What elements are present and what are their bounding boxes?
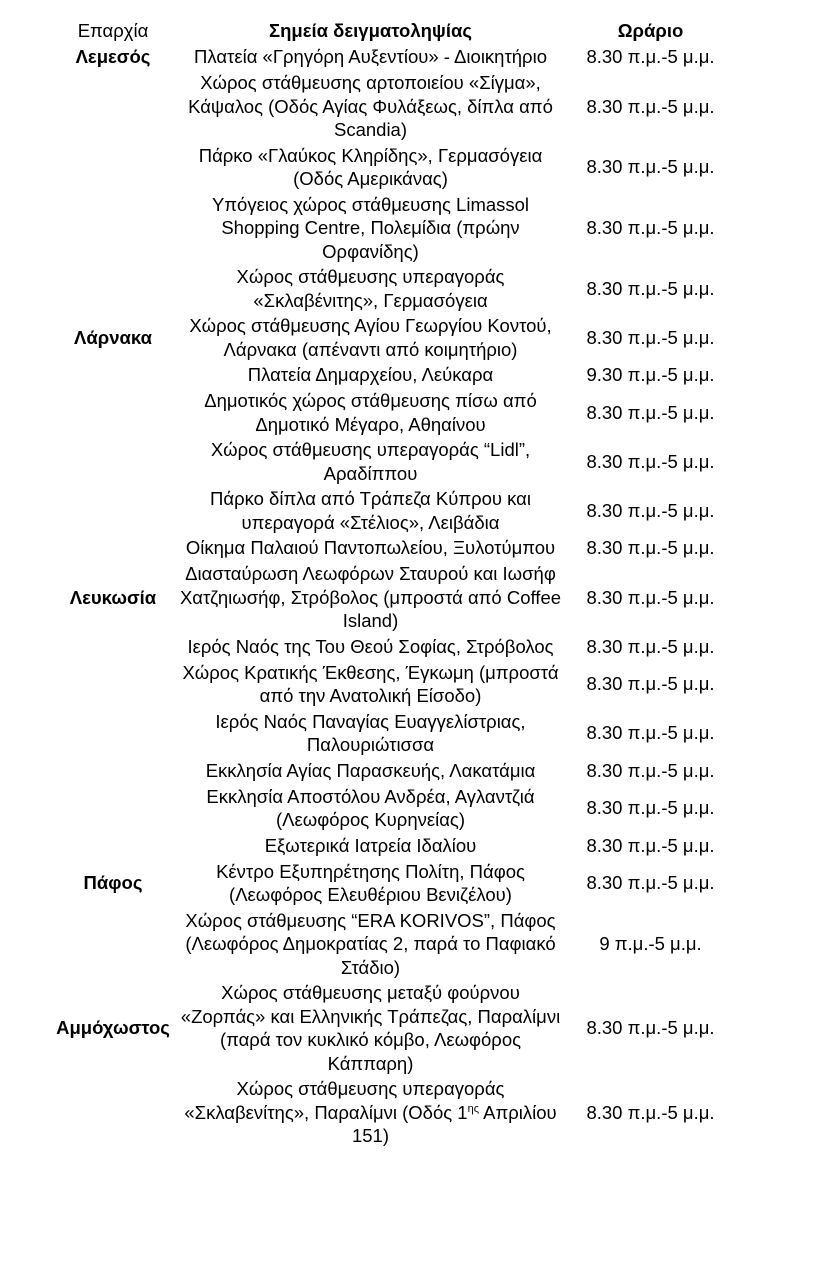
- row-hours: 8.30 π.μ.-5 μ.μ.: [586, 722, 715, 744]
- row-location: Χώρος Κρατικής Έκθεσης, Έγκωμη (μπροστά από την Ανατολική Είσοδο): [182, 661, 559, 706]
- row-location: Χώρος στάθμευσης μεταξύ φούρνου «Ζορπάς» και Ελληνικής Τράπεζας, Παραλίμνι (παρά τον κυκλικό κόμβο, Λεωφόρος Κάππαρη): [180, 982, 561, 1074]
- table-row: [48, 143, 738, 192]
- row-location: Χώρος στάθμευσης αρτοποιείου «Σίγμα», Κάψαλος (Οδός Αγίας Φυλάξεως, δίπλα από Scandia): [188, 72, 553, 140]
- table-row: [48, 437, 738, 486]
- row-hours: 8.30 π.μ.-5 μ.μ.: [586, 1017, 715, 1039]
- row-location: Εκκλησία Αγίας Παρασκευής, Λακατάμια: [205, 759, 536, 781]
- row-hours: 8.30 π.μ.-5 μ.μ.: [586, 156, 715, 178]
- row-location: Πλατεία «Γρηγόρη Αυξεντίου» - Διοικητήριο: [194, 46, 547, 68]
- table-row: [48, 660, 738, 709]
- table-row: [48, 709, 738, 758]
- row-hours: 8.30 π.μ.-5 μ.μ.: [586, 217, 715, 238]
- table-row: [48, 758, 738, 784]
- row-hours: 8.30 π.μ.-5 μ.μ.: [586, 872, 715, 894]
- table-row: [48, 192, 738, 265]
- table-row: [48, 535, 738, 561]
- row-hours: 8.30 π.μ.-5 μ.μ.: [586, 46, 715, 68]
- header-hours: Ωράριο: [617, 20, 684, 42]
- table-row: [48, 313, 738, 362]
- table-row: [48, 1076, 738, 1149]
- row-region: Λεμεσός: [75, 46, 151, 68]
- table-row: [48, 264, 738, 313]
- row-hours: 8.30 π.μ.-5 μ.μ.: [586, 95, 715, 117]
- row-location: Ιερός Ναός της Του Θεού Σοφίας, Στρόβολος: [187, 635, 554, 657]
- row-hours: 8.30 π.μ.-5 μ.μ.: [586, 759, 715, 781]
- header-location: Σημεία δειγματοληψίας: [269, 20, 472, 42]
- sampling-points-table: [48, 18, 738, 1149]
- row-hours: 8.30 π.μ.-5 μ.μ.: [586, 586, 715, 608]
- table-row: [48, 362, 738, 388]
- row-hours: 8.30 π.μ.-5 μ.μ.: [586, 673, 715, 695]
- table-row: [48, 634, 738, 660]
- row-location: Οίκημα Παλαιού Παντοπωλείου, Ξυλοτύμπου: [185, 537, 556, 559]
- table-row: [48, 908, 738, 981]
- table-row: [48, 44, 738, 70]
- row-hours: 8.30 π.μ.-5 μ.μ.: [586, 401, 715, 423]
- row-location: Υπόγειος χώρος στάθμευσης Limassol Shopping Centre, Πολεμίδια (πρώην Ορφανίδης): [211, 193, 530, 262]
- table-row: [48, 486, 738, 535]
- table-row: [48, 388, 738, 437]
- row-location: Πάρκο «Γλαύκος Κληρίδης», Γερμασόγεια (Οδός Αμερικάνας): [198, 144, 543, 189]
- row-location: Ιερός Ναός Παναγίας Ευαγγελίστριας, Παλουριώτισσα: [215, 710, 526, 755]
- row-location: Χώρος στάθμευσης υπεραγοράς “Lidl”, Αραδίππου: [210, 439, 531, 484]
- row-hours: 8.30 π.μ.-5 μ.μ.: [586, 635, 715, 657]
- row-location: Χώρος στάθμευσης υπεραγοράς «Σκλαβένιτης», Γερμασόγεια: [236, 266, 505, 311]
- row-hours: 9 π.μ.-5 μ.μ.: [599, 933, 702, 954]
- row-location: Εξωτερικά Ιατρεία Ιδαλίου: [264, 834, 477, 856]
- table-row: [48, 980, 738, 1076]
- row-location: Διασταύρωση Λεωφόρων Σταυρού και Ιωσήφ Χατζηιωσήφ, Στρόβολος (μπροστά από Coffee Island): [179, 563, 562, 631]
- row-region: Λάρνακα: [74, 326, 152, 348]
- table-row: [48, 70, 738, 143]
- row-hours: 8.30 π.μ.-5 μ.μ.: [586, 1101, 715, 1123]
- row-hours: 8.30 π.μ.-5 μ.μ.: [586, 797, 715, 819]
- row-location: Χώρος στάθμευσης “ERA KORIVOS”, Πάφος (Λεωφόρος Δημοκρατίας 2, παρά το Παφιακό Στάδιο): [185, 909, 556, 978]
- row-hours: 8.30 π.μ.-5 μ.μ.: [586, 450, 715, 472]
- table-header: [48, 18, 738, 44]
- header-region: Επαρχία: [77, 20, 149, 42]
- row-hours: 8.30 π.μ.-5 μ.μ.: [586, 499, 715, 521]
- table-row: [48, 561, 738, 634]
- row-region: Πάφος: [83, 872, 143, 894]
- row-hours: 8.30 π.μ.-5 μ.μ.: [586, 326, 715, 348]
- row-hours: 9.30 π.μ.-5 μ.μ.: [586, 364, 715, 386]
- table-row: [48, 833, 738, 859]
- row-location: Χώρος στάθμευσης Αγίου Γεωργίου Κοντού, Λάρνακα (απέναντι από κοιμητήριο): [189, 315, 552, 360]
- row-region: Λευκωσία: [69, 586, 157, 608]
- row-location: Χώρος στάθμευσης υπεραγοράς «Σκλαβενίτης», Παραλίμνι (Οδός $1^{\eta\varsigma}$ Απριλίου 151): [184, 1078, 557, 1146]
- row-hours: 8.30 π.μ.-5 μ.μ.: [586, 537, 715, 559]
- row-region: Αμμόχωστος: [56, 1017, 170, 1039]
- row-hours: 8.30 π.μ.-5 μ.μ.: [586, 834, 715, 856]
- row-location: Δημοτικός χώρος στάθμευσης πίσω από Δημοτικό Μέγαρο, Αθηαίνου: [204, 390, 537, 435]
- table-row: [48, 859, 738, 908]
- table-body: [48, 44, 738, 1076]
- row-location: Εκκλησία Αποστόλου Ανδρέα, Αγλαντζιά (Λεωφόρος Κυρηνείας): [206, 785, 535, 830]
- row-location: Πλατεία Δημαρχείου, Λεύκαρα: [247, 364, 494, 386]
- row-hours: 8.30 π.μ.-5 μ.μ.: [586, 277, 715, 299]
- row-location: Πάρκο δίπλα από Τράπεζα Κύπρου και υπεραγορά «Στέλιος», Λειβάδια: [210, 488, 531, 533]
- table-row: [48, 784, 738, 833]
- row-location: Κέντρο Εξυπηρέτησης Πολίτη, Πάφος (Λεωφόρος Ελευθέριου Βενιζέλου): [216, 860, 525, 905]
